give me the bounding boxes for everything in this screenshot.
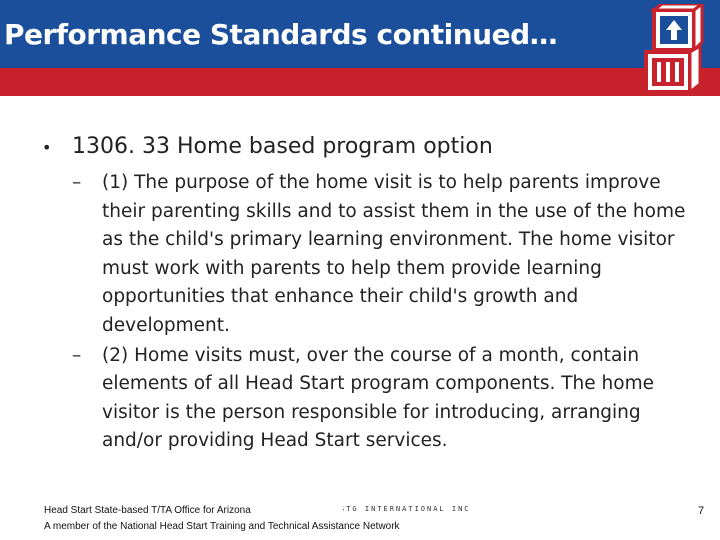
bullet-dot-icon: •	[42, 138, 52, 157]
sub-bullet-text: (1) The purpose of the home visit is to help parents improve their parenting skills and to assist them in the use of the home as the child's primary learning environment. The home visitor must work with parents to help them provide learning opportunities that enhance their child's growth and development.	[102, 172, 686, 336]
slide-footer	[44, 505, 714, 537]
sub-bullet-text: (2) Home visits must, over the course of a month, contain elements of all Head Start program components. The home visitor is the person responsible for introducing, arranging and/or providing Head Start services.	[102, 344, 654, 452]
dash-icon: –	[72, 172, 82, 193]
sub-bullet-item	[72, 342, 692, 456]
slide-header	[0, 0, 720, 96]
sub-bullet-item	[72, 169, 692, 341]
bullet-text: 1306. 33 Home based program option	[72, 134, 493, 159]
stg-logo	[336, 501, 471, 517]
header-red-band	[0, 68, 720, 96]
dash-icon: –	[72, 344, 82, 366]
slide-title: Performance Standards continued…	[4, 18, 558, 51]
sub-bullet-list	[72, 169, 692, 456]
bullet-item	[42, 132, 692, 163]
footer-network-text: A member of the National Head Start Training and Technical Assistance Network	[44, 521, 400, 532]
slide-content	[42, 132, 692, 457]
footer-office-text: Head Start State-based T/TA Office for Arizona	[44, 505, 251, 516]
page-number: 7	[698, 505, 705, 517]
toy-blocks-icon	[632, 4, 716, 94]
stg-logo-text: STG INTERNATIONAL INC	[340, 505, 471, 513]
